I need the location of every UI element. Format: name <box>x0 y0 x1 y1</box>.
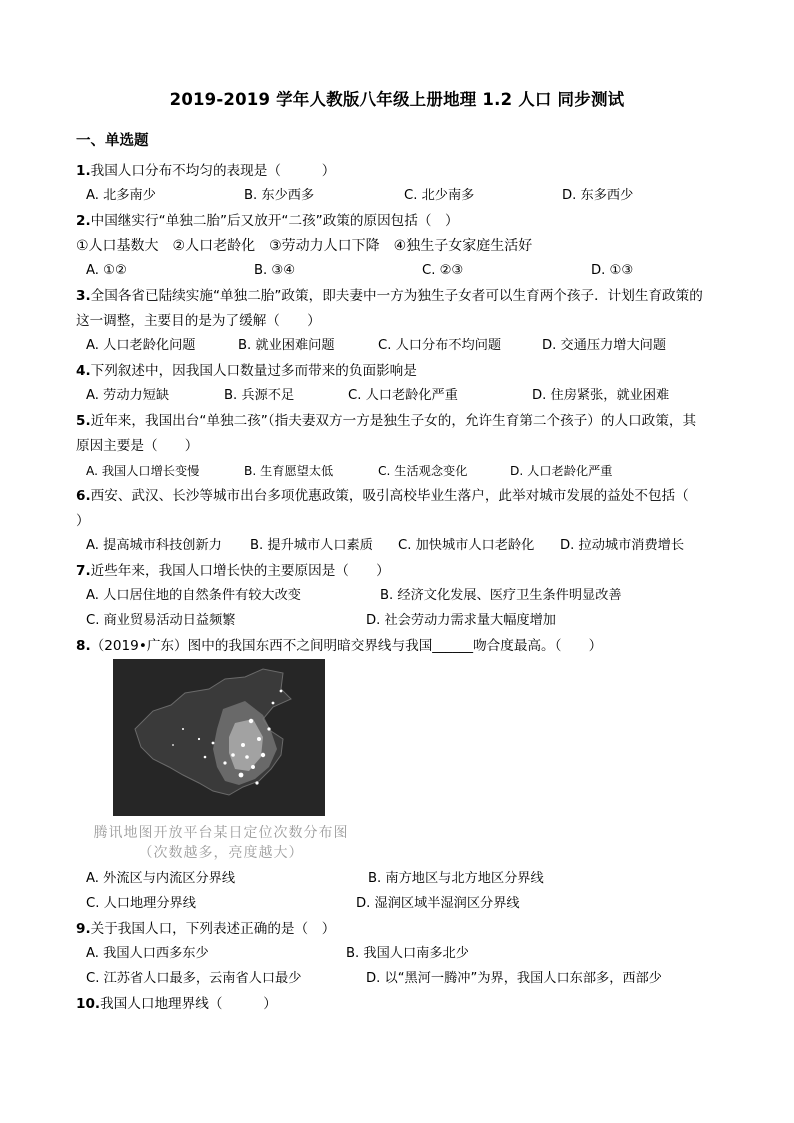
q3-option-d[interactable]: D. 交通压力增大问题 <box>542 338 667 353</box>
q4-option-b[interactable]: B. 兵源不足 <box>224 388 295 403</box>
q6-option-b[interactable]: B. 提升城市人口素质 <box>250 538 373 553</box>
page-title: 2019-2019 学年人教版八年级上册地理 1.2 人口 同步测试 <box>169 90 625 109</box>
question-2-stem: 2.中国继实行“单独二胎”后又放开“二孩”政策的原因包括（ ） <box>76 213 459 229</box>
q2-option-d[interactable]: D. ①③ <box>591 263 634 278</box>
q6-option-a[interactable]: A. 提高城市科技创新力 <box>86 538 222 553</box>
q9-option-c[interactable]: C. 江苏省人口最多，云南省人口最少 <box>86 971 302 986</box>
question-8-stem: 8.（2019•广东）图中的我国东西不之间明暗交界线与我国______吻合度最高。（ ） <box>76 638 603 654</box>
q5-option-c[interactable]: C. 生活观念变化 <box>378 464 468 478</box>
q5-option-d[interactable]: D. 人口老龄化严重 <box>510 464 613 478</box>
q4-option-d[interactable]: D. 住房紧张，就业困难 <box>532 388 670 403</box>
q9-option-b[interactable]: B. 我国人口南多北少 <box>346 946 469 961</box>
q8-option-c[interactable]: C. 人口地理分界线 <box>86 896 196 911</box>
q1-option-d[interactable]: D. 东多西少 <box>562 188 634 203</box>
question-2-statements: ①人口基数大 ②人口老龄化 ③劳动力人口下降 ④独生子女家庭生活好 <box>76 238 533 254</box>
q9-option-d[interactable]: D. 以“黑河一腾冲”为界，我国人口东部多，西部少 <box>366 971 662 986</box>
q2-option-a[interactable]: A. ①② <box>86 263 127 278</box>
question-6-stem: 6.西安、武汉、长沙等城市出台多项优惠政策，吸引高校毕业生落户，此举对城市发展的益处不包括（ <box>76 488 689 504</box>
question-6-stem-cont: ） <box>76 513 90 529</box>
q1-option-c[interactable]: C. 北少南多 <box>404 188 475 203</box>
question-3-stem-cont: 这一调整，主要目的是为了缓解（ ） <box>76 313 321 329</box>
q8-option-d[interactable]: D. 湿润区域半湿润区分界线 <box>356 896 520 911</box>
section-heading: 一、单选题 <box>76 133 149 149</box>
q7-option-c[interactable]: C. 商业贸易活动日益频繁 <box>86 613 236 628</box>
map-caption: 腾讯地图开放平台某日定位次数分布图 <box>93 825 349 841</box>
question-5-stem-cont: 原因主要是（ ） <box>76 438 199 454</box>
question-3-stem: 3.全国各省已陆续实施“单独二胎”政策，即夫妻中一方为独生子女者可以生育两个孩子．计划生育政策的 <box>76 288 703 304</box>
question-5-stem: 5.近年来，我国出台“单独二孩”（指夫妻双方一方是独生子女的，允许生育第二个孩子）的人口政策，其 <box>76 413 697 429</box>
question-1-stem: 1.我国人口分布不均匀的表现是（ ） <box>76 163 336 179</box>
q2-option-c[interactable]: C. ②③ <box>422 263 464 278</box>
q6-option-d[interactable]: D. 拉动城市消费增长 <box>560 538 685 553</box>
q1-option-b[interactable]: B. 东少西多 <box>244 188 315 203</box>
q7-option-b[interactable]: B. 经济文化发展、医疗卫生条件明显改善 <box>380 588 622 603</box>
q6-option-c[interactable]: C. 加快城市人口老龄化 <box>398 538 535 553</box>
question-4-stem: 4.下列叙述中，因我国人口数量过多而带来的负面影响是 <box>76 363 417 379</box>
q9-option-a[interactable]: A. 我国人口西多东少 <box>86 946 209 961</box>
q5-option-b[interactable]: B. 生育愿望太低 <box>244 464 334 478</box>
q4-option-c[interactable]: C. 人口老龄化严重 <box>348 388 458 403</box>
q7-option-a[interactable]: A. 人口居住地的自然条件有较大改变 <box>86 588 301 603</box>
q3-option-b[interactable]: B. 就业困难问题 <box>238 338 335 353</box>
night-light-map-image <box>113 659 325 816</box>
q3-option-c[interactable]: C. 人口分布不均问题 <box>378 338 502 353</box>
china-map-icon <box>113 659 325 816</box>
map-caption-note: （次数越多，亮度越大） <box>138 845 304 861</box>
q3-option-a[interactable]: A. 人口老龄化问题 <box>86 338 196 353</box>
question-10-stem: 10.我国人口地理界线（ ） <box>76 996 277 1012</box>
q5-option-a[interactable]: A. 我国人口增长变慢 <box>86 464 200 478</box>
q2-option-b[interactable]: B. ③④ <box>254 263 296 278</box>
q1-option-a[interactable]: A. 北多南少 <box>86 188 156 203</box>
q4-option-a[interactable]: A. 劳动力短缺 <box>86 388 170 403</box>
question-7-stem: 7.近些年来，我国人口增长快的主要原因是（ ） <box>76 563 390 579</box>
q8-option-b[interactable]: B. 南方地区与北方地区分界线 <box>368 871 544 886</box>
q8-option-a[interactable]: A. 外流区与内流区分界线 <box>86 871 236 886</box>
q7-option-d[interactable]: D. 社会劳动力需求量大幅度增加 <box>366 613 556 628</box>
question-9-stem: 9.关于我国人口，下列表述正确的是（ ） <box>76 921 336 937</box>
